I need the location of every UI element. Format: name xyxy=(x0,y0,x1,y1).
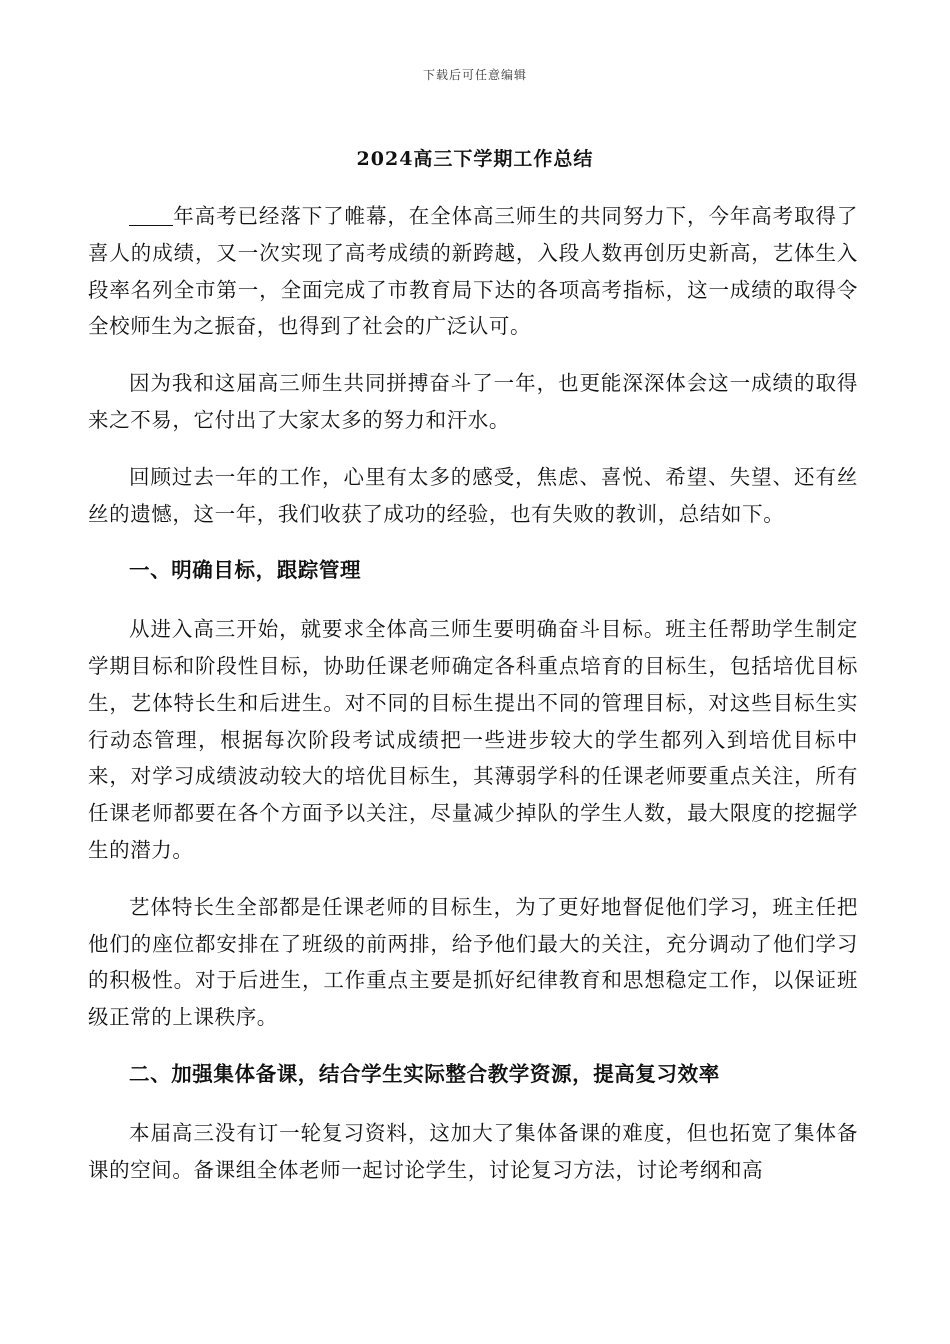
paragraph-intro-text: 年高考已经落下了帷幕，在全体高三师生的共同努力下，今年高考取得了喜人的成绩，又一次实现了高考成绩的新跨越，入段人数再创历史新高，艺体生入段率名列全市第一，全面完成了市教育局下达的各项高考指标，这一成绩的取得令全校师生为之振奋，也得到了社会的广泛认可。 xyxy=(88,204,858,339)
paragraph: 回顾过去一年的工作，心里有太多的感受，焦虑、喜悦、希望、失望、还有丝丝的遗憾，这一年，我们收获了成功的经验，也有失败的教训，总结如下。 xyxy=(88,464,858,526)
section-heading: 一、明确目标，跟踪管理 xyxy=(129,558,362,583)
document-title: 2024高三下学期工作总结 xyxy=(356,148,594,170)
paragraph: 艺体特长生全部都是任课老师的目标生，为了更好地督促他们学习，班主任把他们的座位都安排在了班级的前两排，给予他们最大的关注，充分调动了他们学习的积极性。对于后进生，工作重点主要是抓好纪律教育和思想稳定工作，以保证班级正常的上课秩序。 xyxy=(88,894,858,1030)
section-heading: 二、加强集体备课，结合学生实际整合教学资源，提高复习效率 xyxy=(129,1061,720,1086)
paragraph: 从进入高三开始，就要求全体高三师生要明确奋斗目标。班主任帮助学生制定学期目标和阶段性目标，协助任课老师确定各科重点培育的目标生，包括培优目标生，艺体特长生和后进生。对不同的目标生提出不同的管理目标，对这些目标生实行动态管理，根据每次阶段考试成绩把一些进步较大的学生都列入到培优目标中来，对学习成绩波动较大的培优目标生，其薄弱学科的任课老师要重点关注，所有任课老师都要在各个方面予以关注，尽量减少掉队的学生人数，最大限度的挖掘学生的潜力。 xyxy=(88,617,858,862)
fill-in-blank xyxy=(129,205,173,226)
paragraph: 本届高三没有订一轮复习资料，这加大了集体备课的难度，但也拓宽了集体备课的空间。备课组全体老师一起讨论学生，讨论复习方法，讨论考纲和高 xyxy=(88,1120,858,1182)
paragraph: 因为我和这届高三师生共同拼搏奋斗了一年，也更能深深体会这一成绩的取得来之不易，它付出了大家太多的努力和汗水。 xyxy=(88,371,858,432)
paragraph-intro xyxy=(88,198,858,345)
document-body xyxy=(88,198,858,1208)
header-note: 下载后可任意编辑 xyxy=(422,68,527,82)
